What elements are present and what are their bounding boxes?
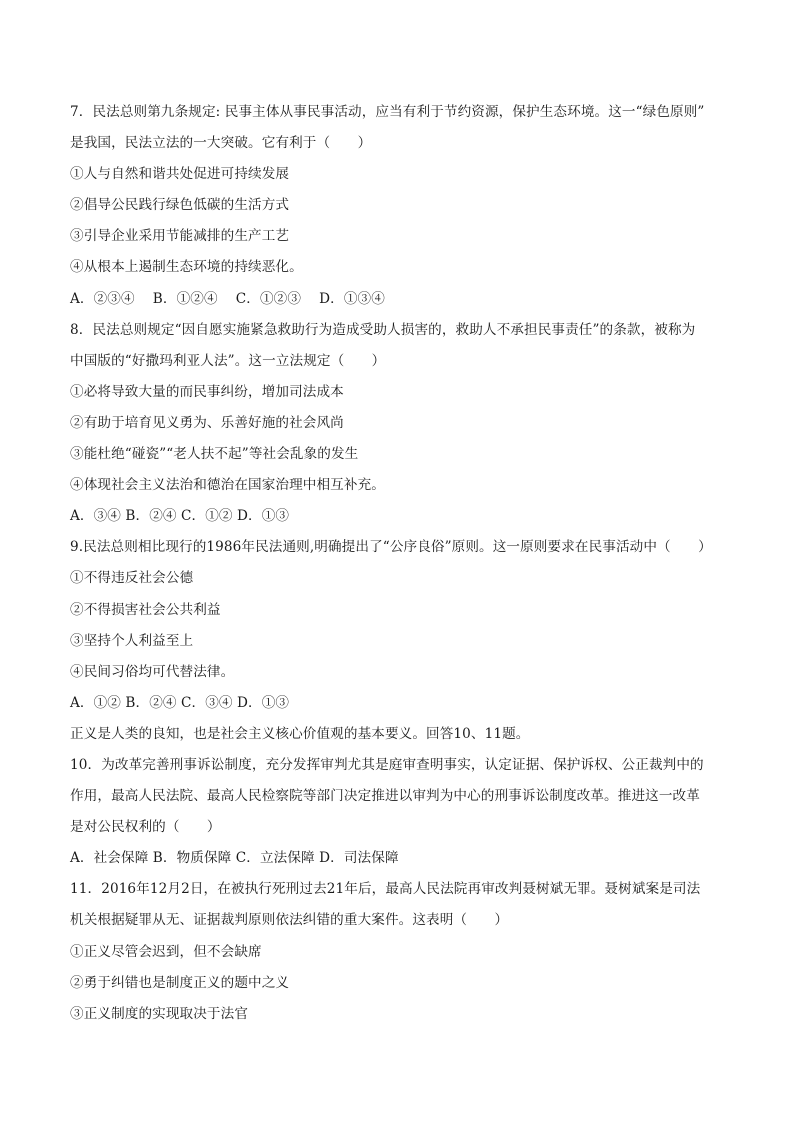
q7-options: A．②③④ B．①②④ C．①②③ D．①③④ xyxy=(70,290,385,307)
q11-statement-1: ①正义尽管会迟到，但不会缺席 xyxy=(70,943,262,960)
q9-statement-4: ④民间习俗均可代替法律。 xyxy=(70,663,235,680)
q11-stem-line-1: 11．2016年12月2日，在被执行死刑过去21年后，最高人民法院再审改判聂树斌无罪。聂树斌案是司法 xyxy=(70,881,701,898)
q9-statement-1: ①不得违反社会公德 xyxy=(70,570,194,587)
q9-statement-3: ③坚持个人利益至上 xyxy=(70,632,194,649)
q7-statement-4: ④从根本上遏制生态环境的持续恶化。 xyxy=(70,259,303,276)
q8-stem-line-1: 8．民法总则规定“因自愿实施紧急救助行为造成受助人损害的，救助人不承担民事责任”的条款，被称为 xyxy=(70,321,696,338)
q8-statement-3: ③能杜绝“碰瓷”“老人扶不起”等社会乱象的发生 xyxy=(70,446,359,463)
q7-stem-line-2: 是我国，民法立法的一大突破。它有利于（ ） xyxy=(70,135,372,152)
q11-statement-3: ③正义制度的实现取决于法官 xyxy=(70,1005,249,1022)
q7-statement-1: ①人与自然和谐共处促进可持续发展 xyxy=(70,166,290,183)
document-body xyxy=(70,97,730,1030)
q8-statement-1: ①必将导致大量的而民事纠纷，增加司法成本 xyxy=(70,383,344,400)
q8-statement-2: ②有助于培育见义勇为、乐善好施的社会风尚 xyxy=(70,414,344,431)
q8-options: A．③④ B．②④ C．①② D．①③ xyxy=(70,508,290,525)
q7-statement-3: ③引导企业采用节能减排的生产工艺 xyxy=(70,228,290,245)
q10-stem-line-3: 是对公民权利的（ ） xyxy=(70,819,221,836)
q7-stem-line-1: 7．民法总则第九条规定: 民事主体从事民事活动，应当有利于节约资源，保护生态环境。这一“绿色原则” xyxy=(70,104,705,120)
q10-11-intro: 正义是人类的良知，也是社会主义核心价值观的基本要义。回答10、11题。 xyxy=(70,725,530,742)
q10-options: A．社会保障 B．物质保障 C．立法保障 D．司法保障 xyxy=(70,850,399,867)
q9-statement-2: ②不得损害社会公共利益 xyxy=(70,601,221,618)
q11-stem-line-2: 机关根据疑罪从无、证据裁判原则依法纠错的重大案件。这表明（ ） xyxy=(70,912,509,929)
q7-statement-2: ②倡导公民践行绿色低碳的生活方式 xyxy=(70,197,290,214)
q10-stem-line-2: 作用，最高人民法院、最高人民检察院等部门决定推进以审判为中心的刑事诉讼制度改革。推进这一改革 xyxy=(70,788,700,805)
q8-statement-4: ④体现社会主义法治和德治在国家治理中相互补充。 xyxy=(70,477,385,494)
q10-stem-line-1: 10．为改革完善刑事诉讼制度，充分发挥审判尤其是庭审查明事实，认定证据、保护诉权、公正裁判中的 xyxy=(70,756,704,773)
q9-options: A．①② B．②④ C．③④ D．①③ xyxy=(70,694,290,711)
q9-stem: 9.民法总则相比现行的1986年民法通则,明确提出了“公序良俗”原则。这一原则要求在民事活动中（ ） xyxy=(70,539,712,556)
q8-stem-line-2: 中国版的“好撒玛利亚人法”。这一立法规定（ ） xyxy=(70,352,386,369)
q11-statement-2: ②勇于纠错也是制度正义的题中之义 xyxy=(70,974,290,991)
